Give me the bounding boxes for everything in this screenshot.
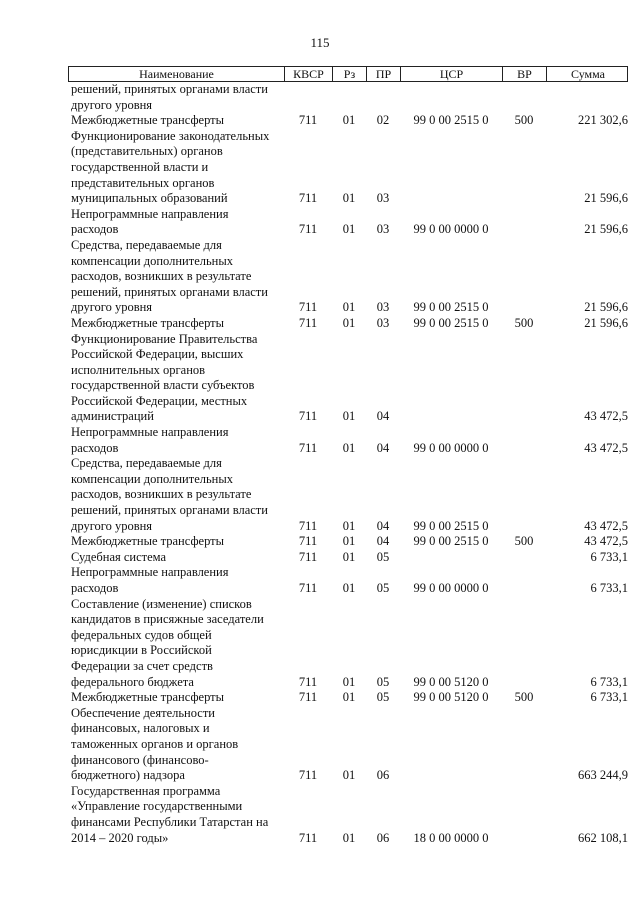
row-name: Межбюджетные трансферты [71,690,225,705]
row-name: Средства, передаваемые для компенсации дополнительных расходов, возникших в результате решений, принятых органами власти другого уровня [71,237,268,315]
row-pr: 06 [376,768,390,783]
row-pr: 03 [376,191,390,206]
row-sum: 21 596,6 [584,300,628,315]
header-rz: Рз [333,67,367,81]
row-sum: 21 596,6 [584,315,628,330]
row-rz: 01 [342,315,356,330]
row-name: Составление (изменение) списков кандидатов в присяжные заседатели федеральных судов общей юрисдикции в Российской Федерации за счет средств федерального бюджета [71,596,264,689]
row-sum: 6 733,1 [590,581,628,595]
table-row [68,238,628,316]
row-rz: 01 [342,690,356,705]
row-name: Функционирование законодательных (представительных) органов государственной власти и представительных органов муниципальных образований [71,128,270,206]
table-row [68,113,628,129]
row-name: Государственная программа «Управление государственными финансами Республики Татарстан на 2014 – 2020 годы» [71,783,269,845]
row-pr: 04 [376,440,390,455]
header-name: Наименование [69,67,285,81]
table-row [68,690,628,706]
table-body [68,82,628,846]
row-kvsr: 711 [298,518,318,533]
row-name: Обеспечение деятельности финансовых, налоговых и таможенных органов и органов финансового (финансово- бюджетного) надзора [71,705,239,783]
row-csr: 99 0 00 2515 0 [413,518,489,533]
row-sum: 43 472,5 [584,534,628,549]
row-rz: 01 [342,113,356,128]
budget-table [68,66,628,846]
row-sum: 21 596,6 [584,222,628,237]
row-pr: 04 [376,534,390,549]
row-name: Непрограммные направления расходов [71,425,229,455]
table-row [68,425,628,456]
row-kvsr: 711 [298,768,318,783]
row-pr: 05 [376,690,390,705]
row-pr: 05 [376,549,390,564]
row-sum: 43 472,5 [584,518,628,533]
table-row [68,706,628,784]
row-kvsr: 711 [298,830,318,845]
row-kvsr: 711 [298,534,318,549]
row-kvsr: 711 [298,581,318,595]
table-row [68,129,628,207]
row-sum: 43 472,5 [584,440,628,455]
header-csr: ЦСР [401,67,503,81]
table-row [68,565,628,596]
table-row [68,597,628,691]
row-rz: 01 [342,549,356,564]
header-pr: ПР [367,67,401,81]
row-rz: 01 [342,581,356,595]
row-rz: 01 [342,300,356,315]
row-sum: 21 596,6 [584,191,628,206]
row-pr: 03 [376,222,390,237]
row-sum: 662 108,1 [578,830,628,845]
table-row [68,332,628,426]
row-rz: 01 [342,534,356,549]
row-csr: 99 0 00 2515 0 [413,315,489,330]
row-rz: 01 [342,191,356,206]
row-name: решений, принятых органами власти другого уровня [71,82,268,112]
row-rz: 01 [342,409,356,424]
row-csr: 99 0 00 0000 0 [413,222,489,237]
row-pr: 06 [376,830,390,845]
table-row [68,550,628,566]
row-kvsr: 711 [298,222,318,237]
row-pr: 02 [376,113,390,128]
row-name: Средства, передаваемые для компенсации дополнительных расходов, возникших в результате решений, принятых органами власти другого уровня [71,456,268,533]
table-row [68,456,628,534]
row-pr: 05 [376,674,390,689]
row-pr: 04 [376,409,390,424]
row-vr: 500 [514,690,534,705]
table-row [68,82,628,113]
row-sum: 43 472,5 [584,409,628,424]
row-kvsr: 711 [298,113,318,128]
table-row [68,316,628,332]
row-rz: 01 [342,830,356,845]
row-pr: 04 [376,518,390,533]
row-sum: 6 733,1 [590,674,628,689]
header-vr: ВР [503,67,547,81]
row-kvsr: 711 [298,300,318,315]
row-sum: 221 302,6 [578,113,628,128]
row-kvsr: 711 [298,191,318,206]
row-csr: 99 0 00 0000 0 [413,440,489,455]
row-pr: 03 [376,300,390,315]
row-name: Функционирование Правительства Российской Федерации, высших исполнительных органов государственной власти субъектов Российской Федерации, местных администраций [71,331,258,424]
header-kvsr: КВСР [285,67,333,81]
row-pr: 05 [376,581,390,595]
row-name: Межбюджетные трансферты [71,113,225,128]
header-sum: Сумма [571,67,605,81]
row-rz: 01 [342,518,356,533]
row-rz: 01 [342,768,356,783]
table-header [68,66,628,82]
row-kvsr: 711 [298,690,318,705]
row-rz: 01 [342,674,356,689]
row-name: Межбюджетные трансферты [71,315,225,330]
row-vr: 500 [514,113,534,128]
page-number: 115 [310,35,330,50]
row-name: Непрограммные направления расходов [71,565,229,595]
row-sum: 663 244,9 [578,768,628,783]
row-kvsr: 711 [298,409,318,424]
row-rz: 01 [342,222,356,237]
table-row [68,207,628,238]
row-kvsr: 711 [298,674,318,689]
row-kvsr: 711 [298,315,318,330]
row-pr: 03 [376,315,390,330]
row-csr: 99 0 00 0000 0 [413,581,489,595]
row-csr: 99 0 00 5120 0 [413,674,489,689]
row-rz: 01 [342,440,356,455]
row-kvsr: 711 [298,549,318,564]
table-row [68,534,628,550]
row-csr: 99 0 00 2515 0 [413,113,489,128]
row-vr: 500 [514,534,534,549]
row-sum: 6 733,1 [590,690,628,705]
row-name: Межбюджетные трансферты [71,534,225,549]
table-row [68,784,628,846]
row-csr: 99 0 00 2515 0 [413,534,489,549]
row-csr: 99 0 00 2515 0 [413,300,489,315]
row-csr: 18 0 00 0000 0 [413,830,489,845]
row-sum: 6 733,1 [590,549,628,564]
row-name: Судебная система [71,549,167,564]
row-kvsr: 711 [298,440,318,455]
row-csr: 99 0 00 5120 0 [413,690,489,705]
row-vr: 500 [514,315,534,330]
row-name: Непрограммные направления расходов [71,206,229,237]
